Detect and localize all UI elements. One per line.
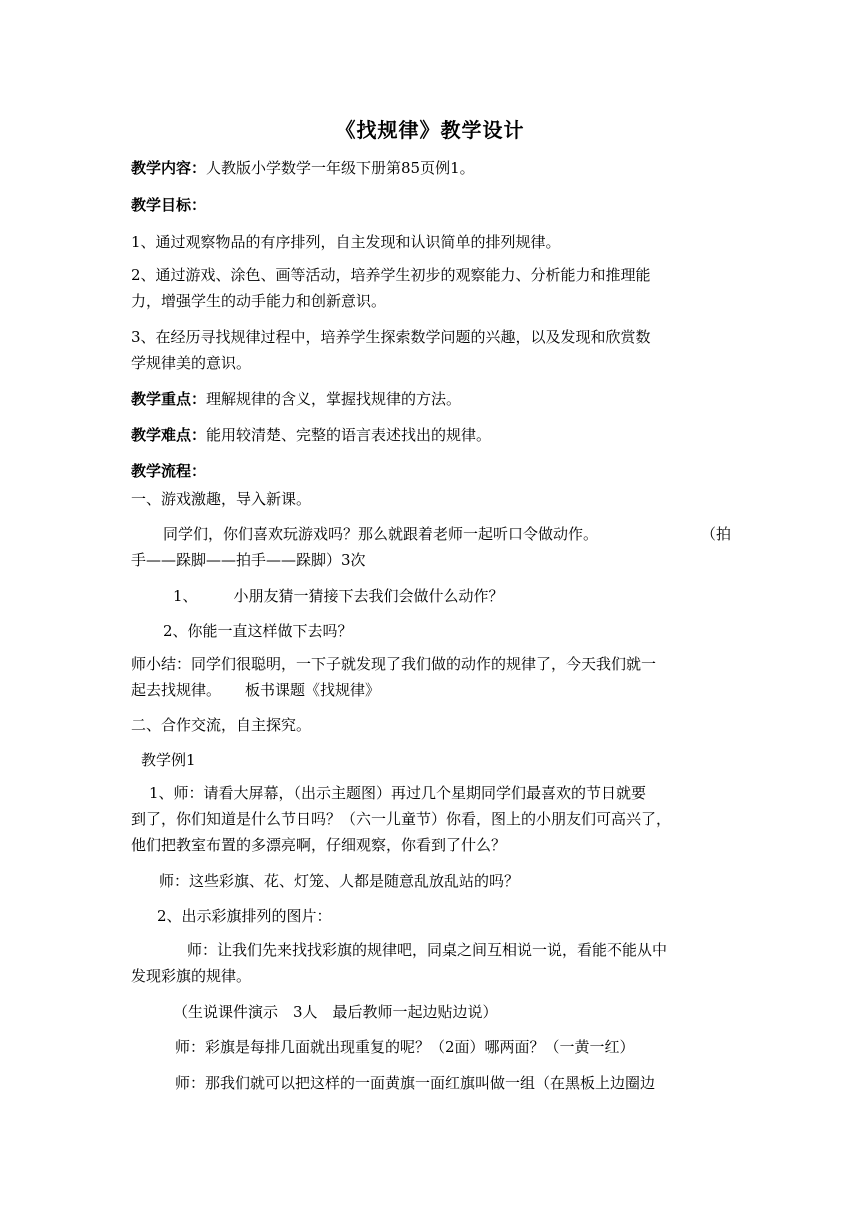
section-1-heading: 一、游戏激趣，导入新课。 — [131, 490, 312, 508]
paragraph-line: 到了，你们知道是什么节日吗？（六一儿童节）你看，图上的小朋友们可高兴了， — [131, 810, 672, 828]
paragraph-line: 他们把教室布置的多漂亮啊，仔细观察，你看到了什么？ — [131, 836, 507, 854]
paragraph-line: 2、你能一直这样做下去吗？ — [163, 622, 353, 640]
paragraph-line: 师：那我们就可以把这样的一面黄旗一面红旗叫做一组（在黑板上边圈边 — [175, 1074, 656, 1092]
process-heading: 教学流程： — [131, 462, 207, 480]
section-2-heading: 二、合作交流，自主探究。 — [131, 716, 312, 734]
key-point-line — [131, 384, 731, 415]
paragraph-line: 师：这些彩旗、花、灯笼、人都是随意乱放乱站的吗？ — [159, 872, 520, 890]
paragraph-line: 同学们，你们喜欢玩游戏吗？那么就跟着老师一起听口令做动作。 （拍 — [163, 525, 731, 543]
paragraph-line: 教学例1 — [141, 751, 196, 769]
difficulty-text: 能用较清楚、完整的语言表述找出的规律。 — [206, 426, 492, 444]
paragraph-line: 师：彩旗是每排几面就出现重复的呢？（2面）哪两面？（一黄一红） — [175, 1038, 635, 1056]
objectives-heading: 教学目标： — [131, 196, 207, 214]
objective-1: 1、通过观察物品的有序排列，自主发现和认识简单的排列规律。 — [131, 233, 561, 251]
paragraph-line: （生说课件演示 3人 最后教师一起边贴边说） — [173, 1003, 498, 1021]
paragraph-line: 师小结：同学们很聪明，一下子就发现了我们做的动作的规律了，今天我们就一 — [131, 655, 657, 673]
paragraph-line: 1、师：请看大屏幕，（出示主题图）再过几个星期同学们最喜欢的节日就要 — [149, 784, 647, 802]
key-point-text: 理解规律的含义，掌握找规律的方法。 — [206, 390, 462, 408]
paragraph-line: 起去找规律。 板书课题《找规律》 — [131, 681, 381, 699]
objective-2-cont: 力，增强学生的动手能力和创新意识。 — [131, 292, 387, 310]
page-title: 《找规律》教学设计 — [335, 118, 525, 142]
content-line — [131, 153, 731, 184]
content-text: 人教版小学数学一年级下册第85页例1。 — [206, 159, 475, 177]
difficulty-line — [131, 420, 731, 451]
paragraph-line: 发现彩旗的规律。 — [131, 967, 252, 985]
paragraph-line: 师：让我们先来找找彩旗的规律吧，同桌之间互相说一说，看能不能从中 — [187, 941, 668, 959]
paragraph-line: 手——跺脚——拍手——跺脚）3次 — [131, 551, 366, 569]
paragraph-line: 1、 小朋友猜一猜接下去我们会做什么动作？ — [173, 587, 504, 605]
difficulty-label: 教学难点： — [131, 426, 207, 444]
objective-3: 3、在经历寻找规律过程中，培养学生探索数学问题的兴趣，以及发现和欣赏数 — [131, 328, 651, 346]
paragraph-line: 2、出示彩旗排列的图片： — [157, 907, 332, 925]
key-point-label: 教学重点： — [131, 390, 207, 408]
objective-2: 2、通过游戏、涂色、画等活动，培养学生初步的观察能力、分析能力和推理能 — [131, 266, 651, 284]
objective-3-cont: 学规律美的意识。 — [131, 354, 252, 372]
content-label: 教学内容： — [131, 159, 207, 177]
